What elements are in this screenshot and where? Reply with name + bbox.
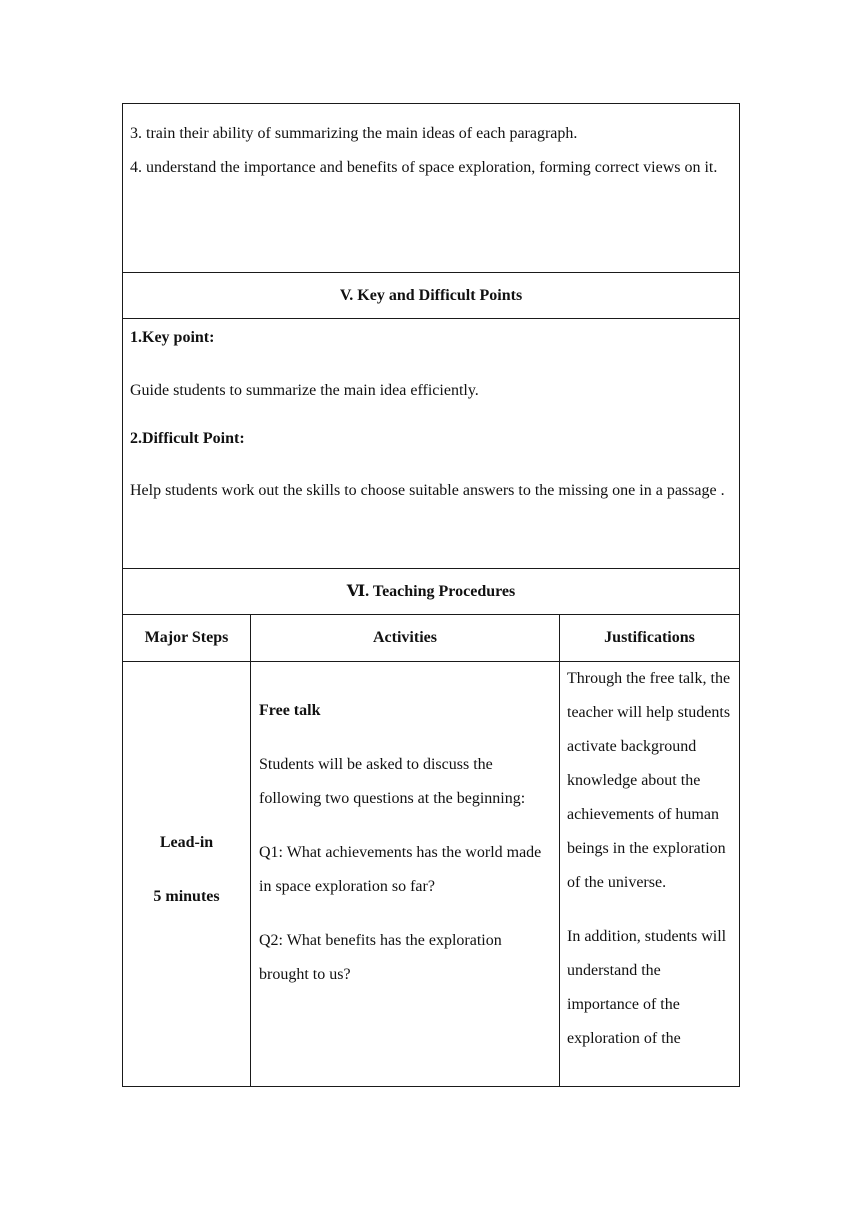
activity-question-2: Q2: What benefits has the exploration brought to us? xyxy=(259,932,502,983)
column-header-justifications: Justifications xyxy=(560,615,740,662)
key-point-label: 1.Key point: xyxy=(130,329,215,346)
key-points-cell xyxy=(123,319,740,569)
procedures-heading: Ⅵ. Teaching Procedures xyxy=(123,569,740,615)
procedures-column-header-row xyxy=(123,615,740,662)
activity-intro: Students will be asked to discuss the following two questions at the beginning: xyxy=(259,756,526,807)
activities-cell xyxy=(251,662,560,1087)
table-row xyxy=(123,662,740,1087)
procedures-heading-row xyxy=(123,569,740,615)
step-duration: 5 minutes xyxy=(153,888,220,905)
difficult-point-label: 2.Difficult Point: xyxy=(130,430,245,447)
activity-title: Free talk xyxy=(259,702,321,719)
lesson-plan-table xyxy=(122,103,740,1087)
column-header-activities: Activities xyxy=(251,615,560,662)
objective-item-4: 4. understand the importance and benefits of space exploration, forming correct views on it. xyxy=(130,159,718,176)
justification-paragraph-2: In addition, students will understand the importance of the exploration of the xyxy=(567,928,727,1047)
key-points-heading-row xyxy=(123,273,740,319)
activity-question-1: Q1: What achievements has the world made in space exploration so far? xyxy=(259,844,542,895)
objectives-cell xyxy=(123,104,740,273)
objective-item-3: 3. train their ability of summarizing the main ideas of each paragraph. xyxy=(130,125,578,142)
step-cell xyxy=(123,662,251,1087)
justifications-cell xyxy=(560,662,740,1087)
column-header-major-steps: Major Steps xyxy=(123,615,251,662)
key-points-heading: V. Key and Difficult Points xyxy=(123,273,740,319)
objectives-row xyxy=(123,104,740,273)
justification-paragraph-1: Through the free talk, the teacher will help students activate background knowledge about the achievements of human beings in the exploration of the universe. xyxy=(567,670,731,891)
step-name: Lead-in xyxy=(159,834,214,851)
difficult-point-text: Help students work out the skills to choose suitable answers to the missing one in a passage . xyxy=(130,482,725,499)
key-points-row xyxy=(123,319,740,569)
key-point-text: Guide students to summarize the main idea efficiently. xyxy=(130,382,479,399)
